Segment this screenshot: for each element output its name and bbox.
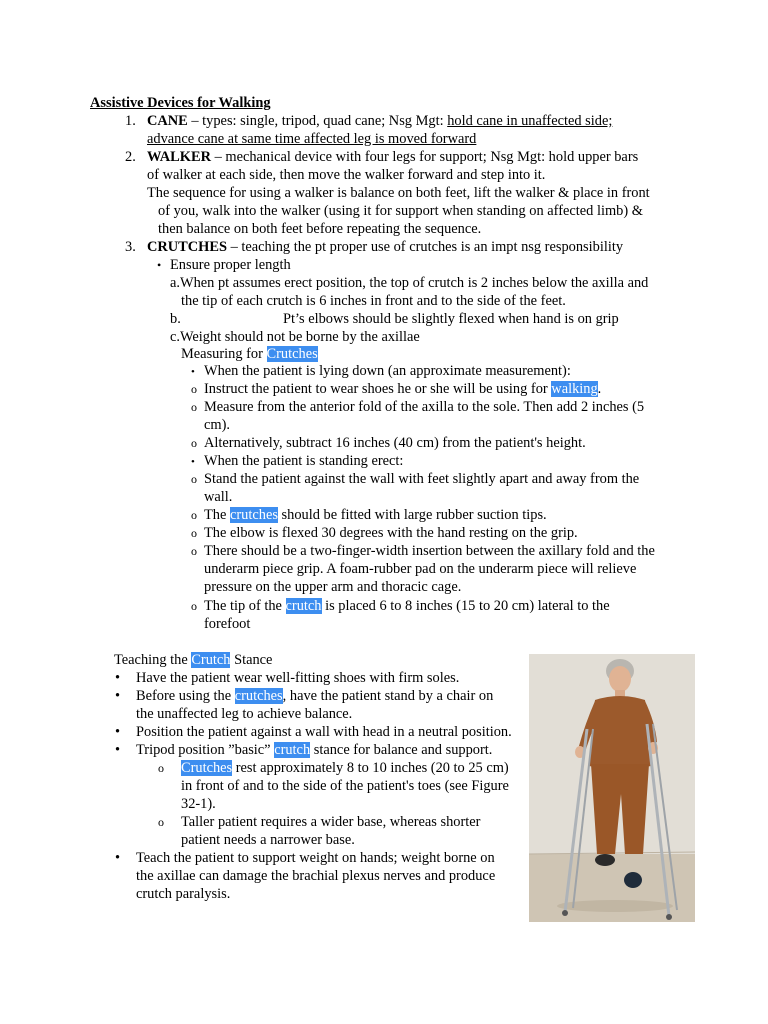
highlight: Crutch <box>191 652 231 668</box>
crutches-a-2: the tip of each crutch is 6 inches in front and to the side of the feet. <box>181 293 566 309</box>
instruct-shoes: Instruct the patient to wear shoes he or she will be using for walking. <box>204 381 602 397</box>
taller-patient-2: patient needs a narrower base. <box>181 832 355 848</box>
two-finger-3: pressure on the upper arm and thoracic cage. <box>204 579 462 595</box>
measure-axilla-1: Measure from the anterior fold of the axilla to the sole. Then add 2 inches (5 <box>204 399 645 415</box>
elbow-flexed: The elbow is flexed 30 degrees with the hand resting on the grip. <box>204 525 578 541</box>
alternatively: Alternatively, subtract 16 inches (40 cm) from the patient's height. <box>204 435 586 451</box>
teach-weight-1: Teach the patient to support weight on hands; weight borne on <box>136 850 495 866</box>
cane-item <box>147 112 612 130</box>
highlight: crutches <box>229 507 278 523</box>
taller-patient-1: Taller patient requires a wider base, whereas shorter <box>181 814 481 830</box>
crutches-a-1: a.When pt assumes erect position, the top of crutch is 2 inches below the axilla and <box>170 275 649 291</box>
stance-wall: Position the patient against a wall with head in a neutral position. <box>136 724 512 740</box>
page-title: Assistive Devices for Walking <box>90 95 271 111</box>
crutch-stance-photo <box>529 654 695 922</box>
open-bullet-icon: o <box>191 526 197 540</box>
ensure-length: Ensure proper length <box>170 257 291 273</box>
small-bullet-icon: • <box>191 456 195 468</box>
stand-wall-1: Stand the patient against the wall with feet slightly apart and away from the <box>204 471 640 487</box>
tripod-rest-1: Crutches rest approximately 8 to 10 inches (20 to 25 cm) <box>181 760 509 776</box>
open-bullet-icon: o <box>158 761 164 775</box>
stance-chair: Before using the crutches, have the patient stand by a chair on <box>136 688 494 704</box>
list-number: 3. <box>125 239 136 255</box>
walker-sequence-2: of you, walk into the walker (using it for support when standing on affected limb) & <box>158 203 643 219</box>
bullet-icon: • <box>157 258 162 272</box>
cane-label: CANE <box>147 113 188 129</box>
bullet-icon: • <box>115 850 121 866</box>
stance-chair-2: the unaffected leg to achieve balance. <box>136 706 353 722</box>
crutches-fitted: The crutches should be fitted with large rubber suction tips. <box>204 507 547 523</box>
stance-heading: Teaching the Crutch Stance <box>114 652 273 668</box>
stand-wall-2: wall. <box>204 489 233 505</box>
open-bullet-icon: o <box>191 472 197 486</box>
bullet-icon: • <box>115 724 121 740</box>
crutches-c: c.Weight should not be borne by the axillae <box>170 329 420 345</box>
walker-sequence-3: then balance on both feet before repeating the sequence. <box>158 221 482 237</box>
open-bullet-icon: o <box>158 815 164 829</box>
highlight: Crutches <box>266 346 318 362</box>
open-bullet-icon: o <box>191 436 197 450</box>
walker-text-2: of walker at each side, then move the walker forward and step into it. <box>147 167 546 183</box>
cane-underlined-2: advance cane at same time affected leg is moved forward <box>147 131 477 147</box>
highlight: crutch <box>274 742 311 758</box>
stance-shoes: Have the patient wear well-fitting shoes with firm soles. <box>136 670 460 686</box>
highlight: crutches <box>234 688 283 704</box>
walker-sequence-1: The sequence for using a walker is balance on both feet, lift the walker & place in front <box>147 185 650 201</box>
highlight: Crutches <box>181 760 233 776</box>
tripod-rest-3: 32-1). <box>181 796 216 812</box>
two-finger-1: There should be a two-finger-width insertion between the axillary fold and the <box>204 543 655 559</box>
open-bullet-icon: o <box>191 400 197 414</box>
tripod-rest-2: in front of and to the side of the patient's toes (see Figure <box>181 778 509 794</box>
open-bullet-icon: o <box>191 544 197 558</box>
crutch-tip: The tip of the crutch is placed 6 to 8 inches (15 to 20 cm) lateral to the <box>204 598 610 614</box>
open-bullet-icon: o <box>191 382 197 396</box>
two-finger-2: underarm piece grip. A foam-rubber pad on the underarm piece will relieve <box>204 561 637 577</box>
teach-weight-3: crutch paralysis. <box>136 886 231 902</box>
standing-erect: When the patient is standing erect: <box>204 453 404 469</box>
crutches-b-text: Pt’s elbows should be slightly flexed when hand is on grip <box>283 311 619 327</box>
highlight: crutch <box>285 598 322 614</box>
cane-text: – types: single, tripod, quad cane; Nsg Mgt: <box>187 113 448 129</box>
crutch-tip-2: forefoot <box>204 616 251 632</box>
cane-underlined: hold cane in unaffected side; <box>447 113 613 129</box>
open-bullet-icon: o <box>191 508 197 522</box>
measure-axilla-2: cm). <box>204 417 230 433</box>
walker-text: – mechanical device with four legs for support; Nsg Mgt: hold upper bars <box>210 149 639 165</box>
highlight: walking <box>551 381 598 397</box>
woman-with-crutches-illustration <box>529 654 695 922</box>
list-number: 1. <box>125 113 136 129</box>
walker-item <box>147 148 638 166</box>
list-number: 2. <box>125 149 136 165</box>
bullet-icon: • <box>115 742 121 758</box>
crutches-text: – teaching the pt proper use of crutches is an impt nsg responsibility <box>226 239 624 255</box>
stance-tripod: Tripod position ”basic” crutch stance for balance and support. <box>136 742 493 758</box>
lying-down: When the patient is lying down (an approximate measurement): <box>204 363 571 379</box>
small-bullet-icon: • <box>191 366 195 378</box>
measuring-heading: Measuring for Crutches <box>181 346 318 362</box>
crutches-item <box>147 238 623 256</box>
open-bullet-icon: o <box>191 599 197 613</box>
bullet-icon: • <box>115 688 121 704</box>
crutches-label: CRUTCHES <box>147 239 227 255</box>
teach-weight-2: the axillae can damage the brachial plexus nerves and produce <box>136 868 496 884</box>
bullet-icon: • <box>115 670 121 686</box>
walker-label: WALKER <box>147 149 211 165</box>
crutches-b-label: b. <box>170 311 181 327</box>
